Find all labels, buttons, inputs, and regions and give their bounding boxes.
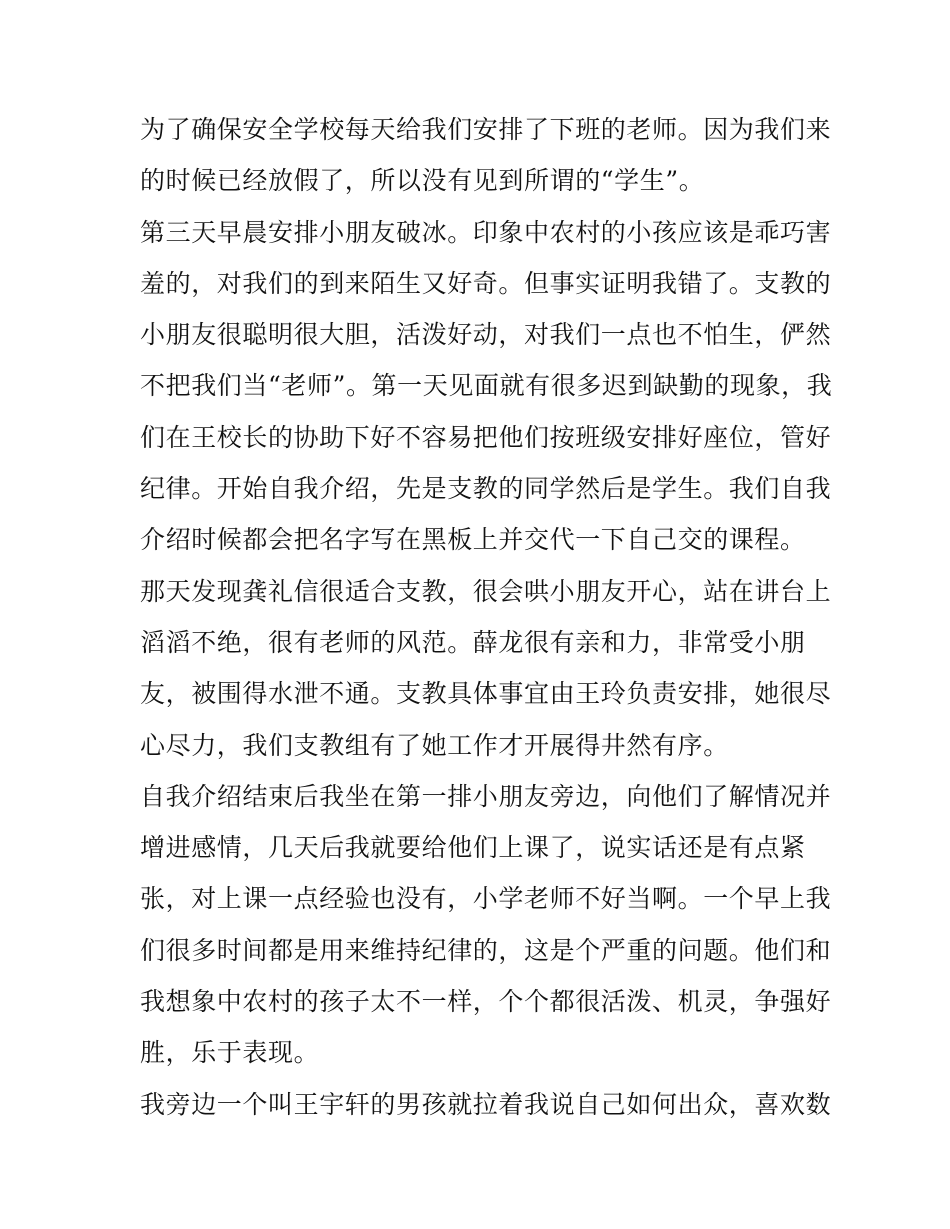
text-line: 的时候已经放假了，所以没有见到所谓的“学生”。 [140, 166, 705, 196]
text-line: 那天发现龚礼信很适合支教，很会哄小朋友开心，站在讲台上 [140, 576, 832, 606]
text-line: 们在王校长的协助下好不容易把他们按班级安排好座位，管好 [140, 422, 832, 452]
body-text [140, 104, 833, 1130]
text-line: 友，被围得水泄不通。支教具体事宜由王玲负责安排，她很尽 [140, 679, 832, 709]
text-line: 心尽力，我们支教组有了她工作才开展得井然有序。 [140, 730, 729, 760]
text-line: 胜，乐于表现。 [140, 1038, 320, 1068]
text-line: 不把我们当“老师”。第一天见面就有很多迟到缺勤的现象，我 [140, 371, 833, 401]
text-line: 介绍时候都会把名字写在黑板上并交代一下自己交的课程。 [140, 525, 806, 555]
text-line: 纪律。开始自我介绍，先是支教的同学然后是学生。我们自我 [140, 474, 832, 504]
text-line: 我旁边一个叫王宇轩的男孩就拉着我说自己如何出众，喜欢数 [140, 1089, 832, 1119]
text-line: 张，对上课一点经验也没有，小学老师不好当啊。一个早上我 [140, 884, 832, 914]
text-line: 羞的，对我们的到来陌生又好奇。但事实证明我错了。支教的 [140, 268, 832, 298]
text-line: 们很多时间都是用来维持纪律的，这是个严重的问题。他们和 [140, 935, 832, 965]
text-line: 为了确保安全学校每天给我们安排了下班的老师。因为我们来 [140, 115, 832, 144]
text-line: 自我介绍结束后我坐在第一排小朋友旁边，向他们了解情况并 [140, 781, 832, 811]
text-line: 增进感情，几天后我就要给他们上课了，说实话还是有点紧 [140, 833, 806, 863]
text-line: 小朋友很聪明很大胆，活泼好动，对我们一点也不怕生，俨然 [140, 320, 832, 350]
text-line: 滔滔不绝，很有老师的风范。薛龙很有亲和力，非常受小朋 [140, 627, 806, 657]
text-line: 第三天早晨安排小朋友破冰。印象中农村的小孩应该是乖巧害 [140, 217, 832, 247]
text-line: 我想象中农村的孩子太不一样，个个都很活泼、机灵，争强好 [140, 987, 832, 1017]
